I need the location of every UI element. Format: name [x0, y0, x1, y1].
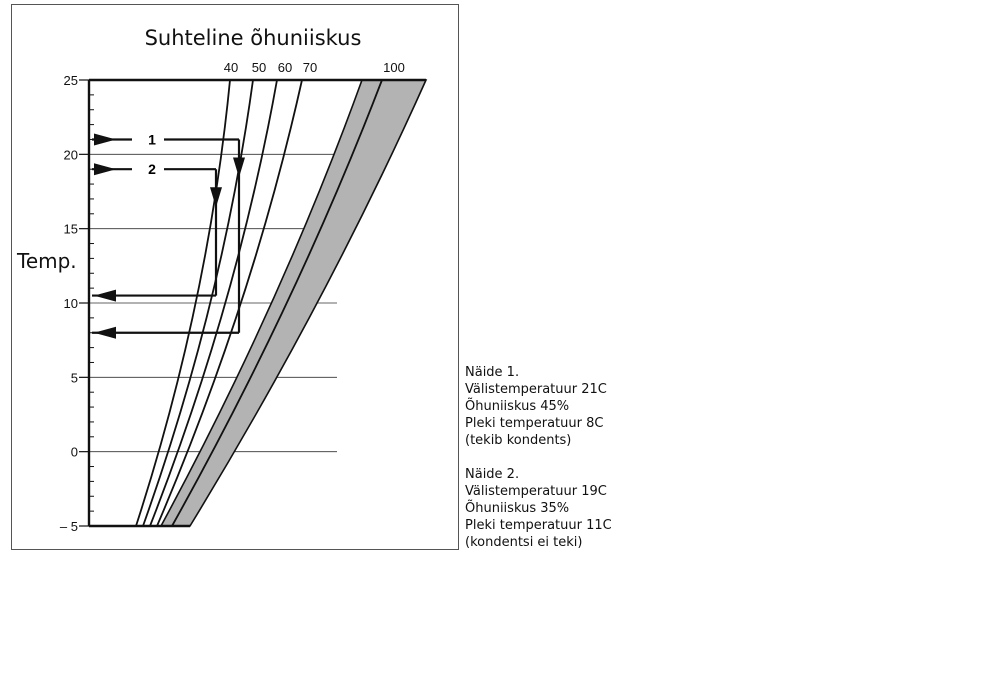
- note-line: (tekib kondents): [465, 433, 572, 448]
- chart-frame: [11, 4, 459, 550]
- series-label-60: 60: [277, 60, 293, 75]
- example-1-down-arrow: [233, 157, 245, 177]
- note-line: Pleki temperatuur 8C: [465, 416, 604, 431]
- example-1-out-arrow: [94, 327, 116, 339]
- note-line: Õhuniiskus 35%: [465, 501, 570, 516]
- note-line: Välistemperatuur 21C: [465, 382, 607, 397]
- y-tick-label: 15: [63, 221, 78, 237]
- humidity-chart: [12, 5, 460, 551]
- note-block-1: [465, 364, 725, 449]
- y-tick-label: 5: [70, 370, 78, 386]
- series-label-70: 70: [302, 60, 318, 75]
- note-line: Pleki temperatuur 11C: [465, 518, 612, 533]
- y-tick-label: 20: [63, 147, 78, 163]
- example-2-in-arrow: [94, 163, 116, 175]
- series-label-40: 40: [223, 60, 239, 75]
- y-tick-label: – 5: [59, 519, 78, 534]
- y-axis-label: Temp.: [17, 249, 77, 273]
- example-1-label: 1: [148, 131, 156, 148]
- note-block-2: [465, 466, 725, 551]
- series-label-100: 100: [383, 60, 405, 75]
- note-line: Välistemperatuur 19C: [465, 484, 607, 499]
- note-line: Õhuniiskus 45%: [465, 399, 570, 414]
- y-tick-label: 10: [63, 296, 78, 311]
- example-2-out-arrow: [94, 290, 116, 302]
- note-line: (kondentsi ei teki): [465, 535, 583, 550]
- example-2-label: 2: [148, 161, 156, 178]
- example-2-down-arrow: [210, 187, 222, 207]
- example-1-in-arrow: [94, 133, 116, 145]
- note-line: Näide 2.: [465, 467, 520, 482]
- chart-title: Suhteline õhuniiskus: [144, 26, 362, 50]
- y-tick-label: 25: [63, 73, 78, 88]
- y-tick-label: 0: [70, 444, 78, 460]
- example-notes: [465, 364, 725, 568]
- note-line: Näide 1.: [465, 365, 520, 380]
- series-label-50: 50: [251, 60, 267, 75]
